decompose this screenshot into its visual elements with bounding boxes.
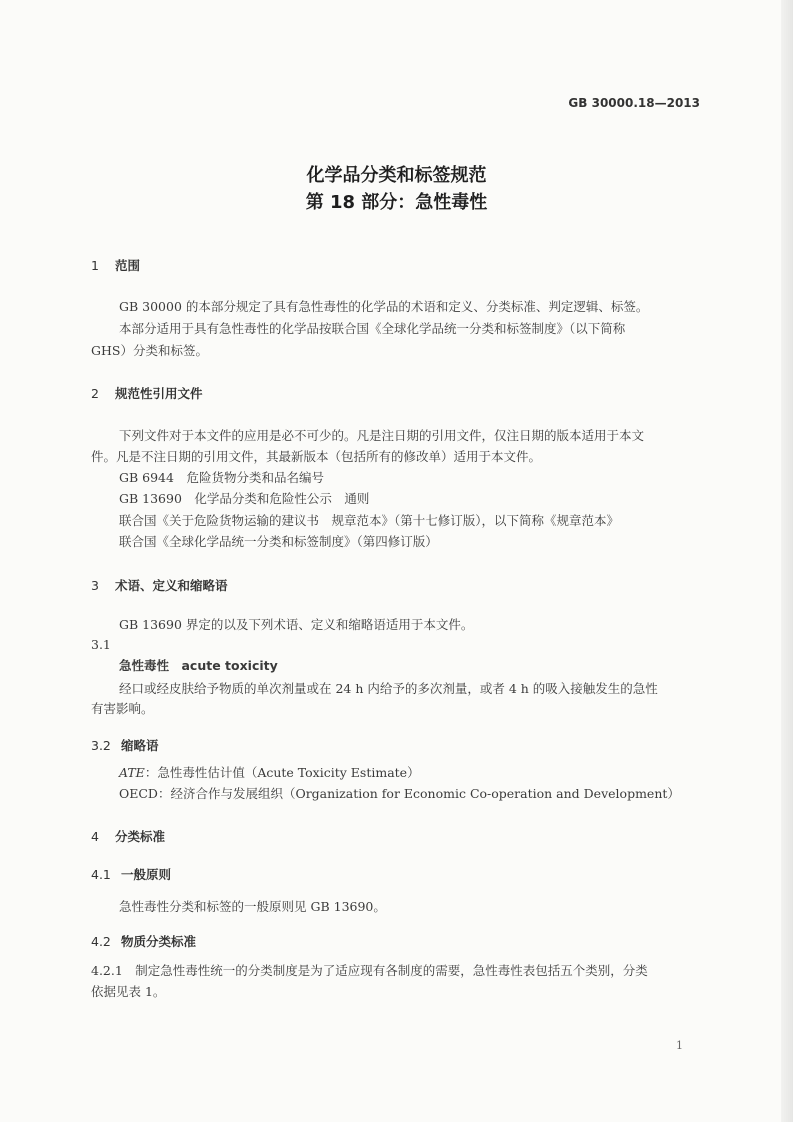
section-title: 范围 xyxy=(115,258,141,273)
section-3-paragraph: GB 13690 界定的以及下列术语、定义和缩略语适用于本文件。 xyxy=(119,617,474,632)
section-number: 2 xyxy=(91,386,99,401)
standard-code: GB 30000.18—2013 xyxy=(568,96,700,110)
document-title-line1: 化学品分类和标签规范 xyxy=(306,165,487,186)
document-title-line2: 第 18 部分：急性毒性 xyxy=(305,192,488,213)
section-1-paragraph-2-cont: GHS）分类和标签。 xyxy=(91,343,208,358)
page-number: 1 xyxy=(676,1039,683,1052)
subsection-4-1-heading xyxy=(91,865,171,883)
subsection-number: 4.1 xyxy=(91,867,111,882)
section-number: 1 xyxy=(91,258,99,273)
section-4-heading xyxy=(91,827,165,845)
clause-4-2-1: 4.2.1 制定急性毒性统一的分类制度是为了适应现有各制度的需要，急性毒性表包括五个类别，分类 xyxy=(91,963,648,978)
clause-4-2-1-cont: 依据见表 1。 xyxy=(91,984,166,999)
abbreviation-expansion: ：急性毒性估计值（Acute Toxicity Estimate） xyxy=(144,765,420,780)
section-number: 4 xyxy=(91,829,99,844)
abbreviation-ate xyxy=(119,765,420,781)
subsection-4-2-heading xyxy=(91,932,196,950)
reference-item: 联合国《全球化学品统一分类和标签制度》（第四修订版） xyxy=(119,534,438,549)
term-definition-cont: 有害影响。 xyxy=(91,701,154,716)
abbreviation-term: ATE xyxy=(119,765,145,780)
section-2-paragraph-1-cont: 件。凡是不注日期的引用文件，其最新版本（包括所有的修改单）适用于本文件。 xyxy=(91,449,542,464)
section-1-heading xyxy=(91,256,140,274)
section-number: 3 xyxy=(91,578,99,593)
subsection-number: 4.2 xyxy=(91,934,111,949)
section-2-paragraph-1: 下列文件对于本文件的应用是必不可少的。凡是注日期的引用文件，仅注日期的版本适用于本文 xyxy=(119,428,645,443)
abbreviation-oecd: OECD：经济合作与发展组织（Organization for Economic Co-operation and Development） xyxy=(119,786,680,801)
reference-item: 联合国《关于危险货物运输的建议书 规章范本》（第十七修订版），以下简称《规章范本》 xyxy=(119,513,620,528)
subsection-3-1-number: 3.1 xyxy=(91,637,111,652)
term-acute-toxicity: 急性毒性 acute toxicity xyxy=(119,658,278,673)
subsection-4-1-paragraph: 急性毒性分类和标签的一般原则见 GB 13690。 xyxy=(119,899,386,914)
section-title: 术语、定义和缩略语 xyxy=(115,578,228,593)
subsection-title: 缩略语 xyxy=(121,738,159,753)
subsection-title: 物质分类标准 xyxy=(121,934,197,949)
section-2-heading xyxy=(91,384,203,402)
section-1-paragraph-1: GB 30000 的本部分规定了具有急性毒性的化学品的术语和定义、分类标准、判定逻辑、标签。 xyxy=(119,299,649,314)
section-title: 分类标准 xyxy=(115,829,166,844)
section-1-paragraph-2: 本部分适用于具有急性毒性的化学品按联合国《全球化学品统一分类和标签制度》（以下简称 xyxy=(119,321,626,336)
section-title: 规范性引用文件 xyxy=(115,386,203,401)
subsection-3-2-heading xyxy=(91,736,159,754)
reference-item: GB 6944 危险货物分类和品名编号 xyxy=(119,470,324,485)
reference-item: GB 13690 化学品分类和危险性公示 通则 xyxy=(119,491,370,506)
section-3-heading xyxy=(91,576,228,594)
term-definition: 经口或经皮肤给予物质的单次剂量或在 24 h 内给予的多次剂量，或者 4 h 的吸入接触发生的急性 xyxy=(119,681,658,696)
subsection-number: 3.2 xyxy=(91,738,111,753)
subsection-title: 一般原则 xyxy=(121,867,172,882)
